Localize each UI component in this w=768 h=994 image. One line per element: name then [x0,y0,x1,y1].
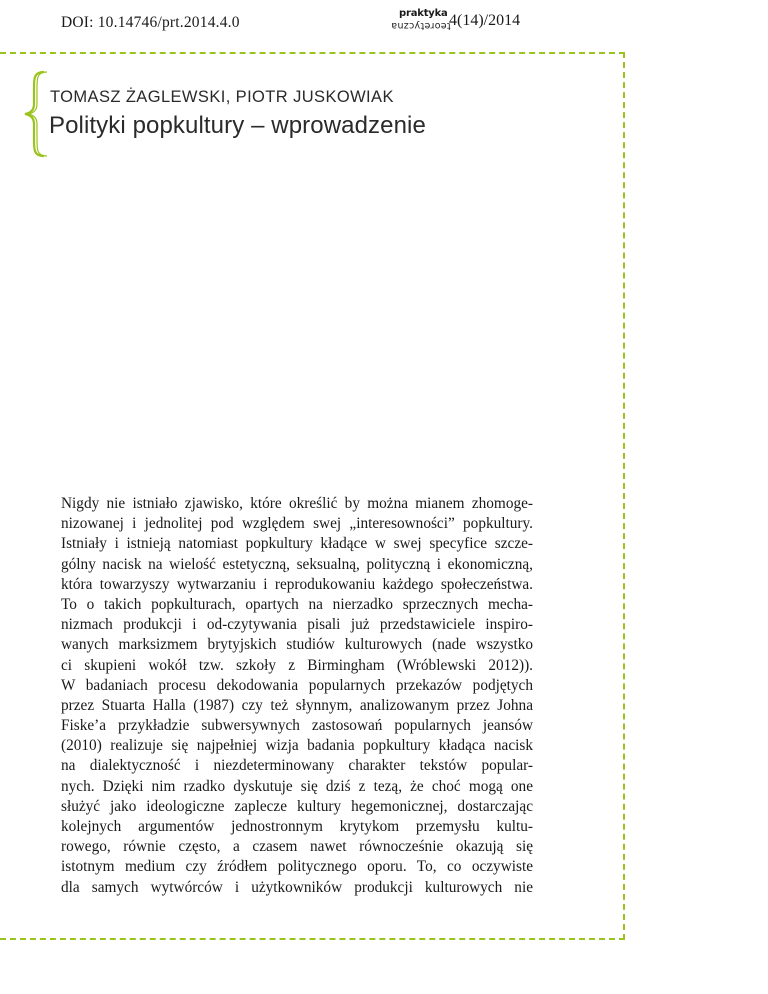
body-line: istotnym medium czy źródłem politycznego oporu. To, co oczywiste [61,858,533,876]
body-line: gólny nacisk na wielość estetyczną, seksualną, polityczną i ekonomiczną, [61,555,533,573]
journal-logo-bottom: teoretyczna [391,20,451,31]
body-line: nych. Dzięki nim rzadko dyskutuje się dziś z tezą, że choć mogą one [61,777,533,795]
body-line: która towarzyszy wytwarzaniu i reprodukowaniu każdego społeczeństwa. [61,575,533,593]
body-line: (2010) realizuje się najpełniej wizja badania popkultury kładąca nacisk [61,737,533,755]
frame-bottom-border [0,938,625,940]
body-line: służyć jako ideologiczne zaplecze kultury hegemonicznej, dostarczając [61,797,533,815]
body-line: nizowanej i jednolitej pod względem swej „interesowności” popkultury. [61,515,533,533]
body-line: Nigdy nie istniało zjawisko, które określić by można mianem zhomoge- [61,495,533,512]
article-title: Polityki popkultury – wprowadzenie [49,112,426,139]
curly-brace-icon [22,70,48,158]
body-line: Fiske’a przykładzie subwersywnych zastosowań popularnych jeansów [61,717,533,735]
body-line: W badaniach procesu dekodowania popularnych przekazów podjętych [61,676,533,694]
body-line: Istniały i istnieją natomiast popkultury kładące w swej specyfice szcze- [61,535,533,553]
body-line: dla samych wytwórców i użytkowników produkcji kulturowych nie [61,878,533,896]
journal-logo [389,8,451,38]
frame-top-border [0,52,625,54]
frame-right-border [623,52,625,940]
body-line: wanych marksizmem brytyjskich studiów kulturowych (nade wszystko [61,636,533,654]
body-line: ci skupieni wokół tzw. szkoły z Birmingham (Wróblewski 2012)). [61,656,533,674]
journal-logo-top: praktyka [399,8,448,19]
body-line: To o takich popkulturach, opartych na nierzadko sprzecznych mecha- [61,595,533,613]
doi-label: DOI: 10.14746/prt.2014.4.0 [61,14,240,31]
body-line: na dialektyczność i niezdeterminowany charakter tekstów popular- [61,757,533,775]
body-line: nizmach produkcji i od-czytywania pisali już przedstawiciele inspiro- [61,616,533,634]
body-line: kolejnych argumentów jednostronnym krytykom przemysłu kultu- [61,818,533,835]
article-authors: TOMASZ ŻAGLEWSKI, PIOTR JUSKOWIAK [50,88,394,106]
article-body [61,494,533,898]
body-line: przez Stuarta Halla (1987) czy też słynnym, analizowanym przez Johna [61,696,533,714]
issue-number: 4(14)/2014 [449,12,521,29]
body-line: rowego, równie często, a czasem nawet równocześnie okazują się [61,838,533,856]
